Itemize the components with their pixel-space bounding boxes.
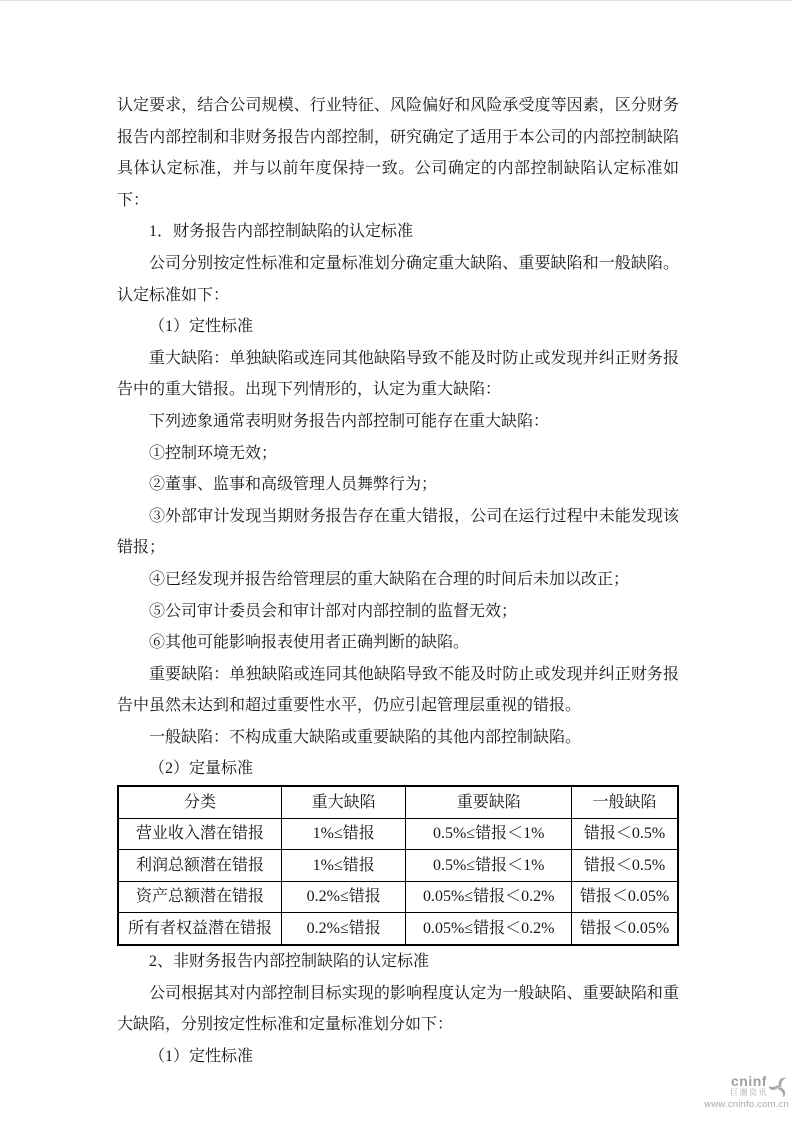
table-cell: 错报＜0.05% [572, 881, 678, 913]
table-row [118, 818, 678, 850]
subsection-heading-qualitative-1: （1）定性标准 [149, 318, 254, 336]
table-row [118, 881, 678, 913]
table-cell: 错报＜0.5% [572, 818, 678, 850]
list-item-6: ⑥其他可能影响报表使用者正确判断的缺陷。 [149, 634, 470, 652]
paragraph: 公司分别按定性标准和定量标准划分确定重大缺陷、重要缺陷和一般缺陷。认定标准如下： [117, 254, 679, 304]
table-row [118, 850, 678, 882]
list-item-5: ⑤公司审计委员会和审计部对内部控制的监督无效； [149, 602, 518, 620]
cninfo-logo [699, 1075, 789, 1110]
cninfo-brand-text: cninf [731, 1073, 767, 1089]
cninfo-logo-texts [730, 1075, 768, 1098]
table-cell: 错报＜0.05% [572, 913, 678, 945]
table-cell: 0.2%≤错报 [282, 881, 406, 913]
table-header-cell: 重大缺陷 [282, 786, 406, 818]
table-header-cell: 分类 [118, 786, 282, 818]
paragraph-major-defect: 重大缺陷：单独缺陷或连同其他缺陷导致不能及时防止或发现并纠正财务报告中的重大错报。出现下列情形的，认定为重大缺陷： [117, 349, 679, 399]
table-cell: 利润总额潜在错报 [118, 850, 282, 882]
list-item-3: ③外部审计发现当期财务报告存在重大错报，公司在运行过程中未能发现该错报； [117, 507, 679, 557]
table-cell: 0.5%≤错报＜1% [406, 850, 572, 882]
table-row [118, 913, 678, 945]
list-item-2: ②董事、监事和高级管理人员舞弊行为； [149, 476, 438, 494]
quantitative-criteria-table [117, 785, 679, 946]
table-cell: 1%≤错报 [282, 850, 406, 882]
table-cell: 1%≤错报 [282, 818, 406, 850]
section-heading-1: 1．财务报告内部控制缺陷的认定标准 [149, 223, 414, 241]
list-item-1: ①控制环境无效； [149, 444, 278, 462]
list-item-4: ④已经发现并报告给管理层的重大缺陷在合理的时间后未加以改正； [149, 570, 630, 588]
paragraph-intro: 认定要求，结合公司规模、行业特征、风险偏好和风险承受度等因素，区分财务报告内部控制和非财务报告内部控制，研究确定了适用于本公司的内部控制缺陷具体认定标准，并与以前年度保持一致。公司确定的内部控制缺陷认定标准如下： [117, 97, 679, 209]
table-header-row [118, 786, 678, 818]
section-heading-2: 2、非财务报告内部控制缺陷的认定标准 [149, 953, 430, 971]
table-cell: 0.05%≤错报＜0.2% [406, 913, 572, 945]
subsection-heading-quantitative: （2）定量标准 [149, 760, 254, 778]
cninfo-url-text: www.cninfo.com.cn [704, 1099, 789, 1110]
paragraph: 公司根据其对内部控制目标实现的影响程度认定为一般缺陷、重要缺陷和重大缺陷，分别按定性标准和定量标准划分如下： [117, 984, 679, 1034]
paragraph-important-defect: 重要缺陷：单独缺陷或连同其他缺陷导致不能及时防止或发现并纠正财务报告中虽然未达到和超过重要性水平，仍应引起管理层重视的错报。 [117, 665, 679, 715]
paragraph-general-defect: 一般缺陷：不构成重大缺陷或重要缺陷的其他内部控制缺陷。 [149, 728, 582, 746]
document-body [117, 90, 679, 1072]
paragraph: 下列迹象通常表明财务报告内部控制可能存在重大缺陷： [149, 412, 550, 430]
cninfo-swirl-icon [769, 1077, 789, 1097]
table-cell: 营业收入潜在错报 [118, 818, 282, 850]
table-cell: 错报＜0.5% [572, 850, 678, 882]
cninfo-brand-chinese-text: 巨潮资讯 [730, 1088, 768, 1097]
subsection-heading-qualitative-2: （1）定性标准 [149, 1047, 254, 1065]
table-header-cell: 重要缺陷 [406, 786, 572, 818]
table-cell: 所有者权益潜在错报 [118, 913, 282, 945]
table-cell: 0.5%≤错报＜1% [406, 818, 572, 850]
table-header-cell: 一般缺陷 [572, 786, 678, 818]
table-cell: 资产总额潜在错报 [118, 881, 282, 913]
table-cell: 0.05%≤错报＜0.2% [406, 881, 572, 913]
table-cell: 0.2%≤错报 [282, 913, 406, 945]
cninfo-logo-top [699, 1075, 789, 1098]
